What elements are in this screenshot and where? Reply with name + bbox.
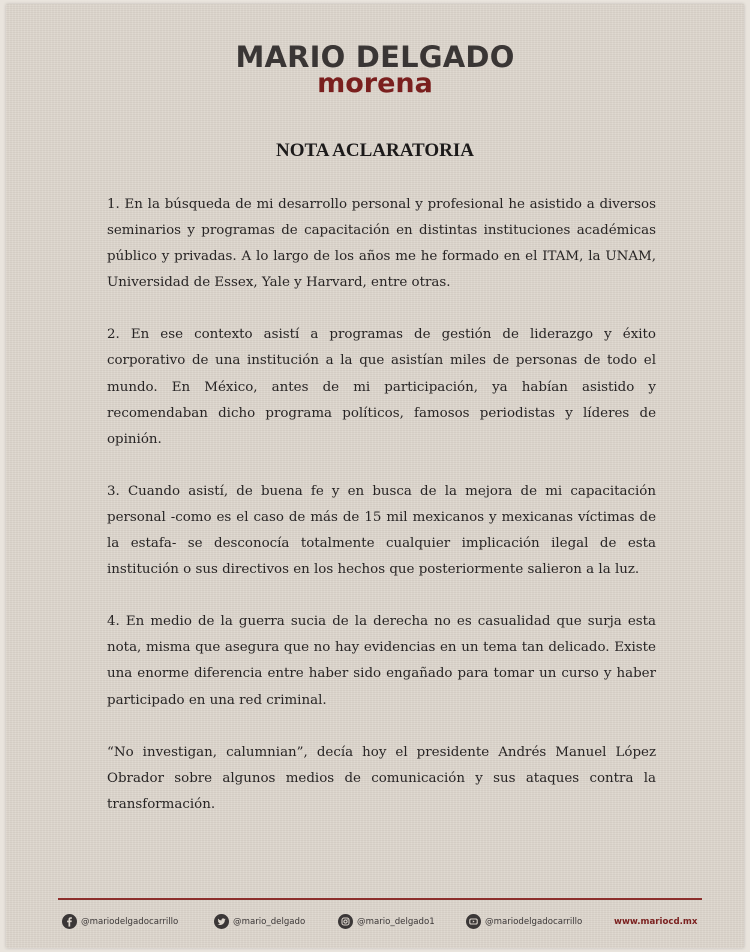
website-link[interactable]: www.mariocd.mx — [614, 917, 698, 927]
instagram-handle: @mario_delgado1 — [357, 916, 435, 927]
party-name: morena — [317, 68, 433, 99]
paragraph-2: 2. En ese contexto asistí a programas de gestión de liderazgo y éxito corporativo de una institución a la que asistían miles de personas de todo el mundo. En México, antes de mi participación, ya habían asistido y recomendaban dicho programa políticos, famosos periodistas y líderes de opinión. — [107, 327, 656, 447]
youtube-link[interactable] — [466, 914, 582, 929]
document-page — [6, 4, 744, 948]
instagram-link[interactable] — [338, 914, 435, 929]
social-footer — [58, 914, 708, 934]
twitter-icon — [214, 914, 229, 929]
letterhead — [6, 40, 744, 98]
youtube-handle: @mariodelgadocarrillo — [485, 916, 583, 927]
youtube-icon — [466, 914, 481, 929]
paragraph-4: 4. En medio de la guerra sucia de la derecha no es casualidad que surja esta nota, misma que asegura que no hay evidencias en un tema tan delicado. Existe una enorme diferencia entre haber sido engañado para tomar un curso y haber participado en una red criminal. — [107, 614, 656, 708]
footer-divider — [58, 898, 702, 900]
facebook-link[interactable] — [62, 914, 178, 929]
facebook-icon — [62, 914, 77, 929]
twitter-handle: @mario_delgado — [233, 916, 306, 927]
closing-quote-paragraph: “No investigan, calumnian”, decía hoy el presidente Andrés Manuel López Obrador sobre algunos medios de comunicación y sus ataques contra la transformación. — [107, 744, 656, 812]
instagram-icon — [338, 914, 353, 929]
document-body — [107, 192, 656, 844]
paragraph-3: 3. Cuando asistí, de buena fe y en busca de la mejora de mi capacitación personal -como es el caso de más de 15 mil mexicanos y mexicanas víctimas de la estafa- se desconocía totalmente cualquier implicación ilegal de esta institución o sus directivos en los hechos que posteriormente salieron a la luz. — [107, 483, 656, 578]
document-title: NOTA ACLARATORIA — [276, 140, 474, 161]
twitter-link[interactable] — [214, 914, 305, 929]
paragraph-1: 1. En la búsqueda de mi desarrollo personal y profesional he asistido a diversos seminarios y programas de capacitación en distintas instituciones académicas público y privadas. A lo largo de los años me he formado en el ITAM, la UNAM, Universidad de Essex, Yale y Harvard, entre otras. — [107, 197, 656, 291]
brand-name: MARIO DELGADO — [235, 40, 515, 74]
facebook-handle: @mariodelgadocarrillo — [81, 916, 179, 927]
